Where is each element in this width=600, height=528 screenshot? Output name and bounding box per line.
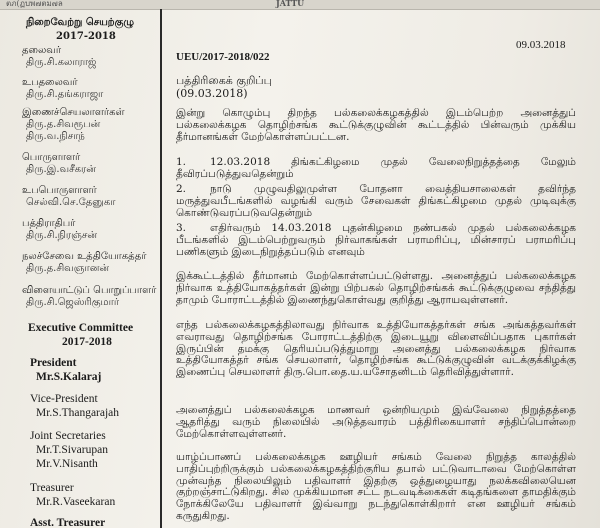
resolution-item-1 [176, 157, 576, 181]
item-text: 12.03.2018 திங்கட்கிழமை முதல் வேலைநிறுத்தத்தை மேலும் தீவிரப்படுத்துவதென்றும் [176, 156, 576, 180]
asst-treasurer-label-tamil: உபபொருளாளர் [22, 185, 97, 196]
union-heading-tamil: நிறைவேற்று செயற்குழு [26, 17, 135, 28]
resolution-item-2 [176, 184, 576, 219]
letter-body [176, 0, 586, 528]
subject-line: பத்திரிகைக் குறிப்பு [176, 74, 272, 87]
column-divider [160, 9, 162, 528]
item-number: 3. [176, 222, 187, 234]
reference-number: UEU/2017-2018/022 [176, 51, 270, 63]
welfare-name-tamil: திரு.த.சிவஞானன் [26, 263, 110, 274]
executive-committee-year: 2017-2018 [62, 336, 112, 348]
js-name1-tamil: திரு.த.சிவரூபன் [26, 119, 101, 130]
committee-sidebar [0, 9, 160, 528]
js-label-tamil: இணைச்செயலாளர்கள் [22, 107, 125, 118]
paragraph-3: எந்த பல்கலைக்கழகத்திலாவது நிர்வாக உத்தியோகத்தர்கள் சங்க அங்கத்தவர்கள் எவராவது தொழிற்சங்க போராட்டத்திற்கு இடையூறு விளைவிப்பதாக புகார்கள் இருப்பின் தமக்கு தெரியப்படுத்துமாறு அனைத்து பல்கலைக்கழக நிர்வாக உத்தியோகத்தர் சங்க செயலாளர், தொழிற்சங்க கூட்டுக்குழுவின் வடக்குக்கிழக்கு இணைப்பு செயலாளர் திரு.பொ.தை.ய.யசோதனிடம் தெரிவித்துள்ளார். [176, 319, 576, 379]
letterhead-left-text: ตภ(ฏบพ๗ตม๗ล [6, 0, 63, 8]
subject-date: (09.03.2018) [176, 87, 248, 100]
item-text: நாடு முழுவதிலுமுள்ள போதனா வைத்தியசாலைகள் தவிர்ந்த மருத்துவபீடங்களில் வழங்கி வரும் சேவைகள் திங்கட்கிழமை முதல் முடிவுக்கு கொண்டுவரப்படுவதென்றும் [176, 183, 576, 219]
vice-president-name: Mr.S.Thangarajah [36, 407, 120, 419]
vice-president-label: Vice-President [30, 393, 98, 405]
letterhead-right-text: JATTU [276, 0, 305, 8]
vp-label-tamil: உபதலைவர் [22, 77, 78, 88]
editor-name-tamil: திரு.சி.நிரஞ்சன் [26, 230, 98, 241]
asst-treasurer-label: Asst. Treasurer [30, 517, 106, 528]
welfare-label-tamil: நலச்சேவை உத்தியோகத்தர் [22, 251, 147, 262]
treasurer-label-tamil: பொருளாளர் [22, 152, 81, 163]
union-year-tamil: 2017-2018 [56, 31, 116, 42]
president-label: President [30, 357, 77, 369]
item-number: 2. [176, 183, 187, 195]
item-number: 1. [176, 156, 187, 168]
letter-date: 09.03.2018 [516, 39, 566, 51]
joint-secretary-name-2: Mr.V.Nisanth [36, 458, 98, 470]
treasurer-name: Mr.R.Vaseekaran [36, 496, 116, 508]
paragraph-4: அனைத்துப் பல்கலைக்கழக மாணவர் ஒன்றியமும் இவ்வேலை நிறுத்தத்தை ஆதரித்து வரும் நிலையில் அடுத்தவாரம் பத்திரிகையாளர் சந்திப்பொன்றை மேற்கொள்ளவுள்ளனர். [176, 404, 576, 440]
resolution-item-3 [176, 223, 576, 258]
president-name-tamil: திரு.சி.கலாராஜ் [26, 57, 97, 68]
item-text: எதிர்வரும் 14.03.2018 புதன்கிழமை நண்பகல் முதல் பல்கலைக்கழக பீடங்களில் இடம்பெற்றுவரும் நிர்வாகங்கள் பராமரிப்பு, மின்சாரப் பராமரிப்பு பணிகளும் இடைநிறுத்தப்படும் எனவும் [176, 222, 576, 258]
joint-secretaries-label: Joint Secretaries [30, 430, 106, 442]
asst-treasurer-name-tamil: செல்வி.செ.தேனுகா [26, 197, 116, 208]
joint-secretary-name-1: Mr.T.Sivarupan [36, 444, 108, 456]
president-label-tamil: தலைவர் [22, 45, 62, 56]
sports-label-tamil: விளையாட்டுப் பொறுப்பாளர் [22, 285, 157, 296]
paragraph-5: யாழ்ப்பாணப் பல்கலைக்கழக ஊழியர் சங்கம் வேலை நிறுத்த காலத்தில் பாதிப்புற்றிருக்கும் பல்கலைக்கழகத்திற்குரிய தபால் பட்டுவாடாவை மேற்கொள்ள முன்வந்த நிலையிலும் பதிவாளர் இதற்கு ஒத்துழையாது நலக்கவிலையென குற்றஞ்சாட்டுகிறது. சில முக்கியமான சட்ட நடவடிக்கைகள் கடிதங்களை தாமதிக்கும் நோக்கிலேயே பதிவாளர் இவ்வாறு நடந்துகொள்கிறார் என ஊழியர் சங்கம் கருதுகிறது. [176, 451, 576, 522]
editor-label-tamil: பத்திராதிபர் [22, 218, 76, 229]
intro-paragraph: இன்று கொழும்பு திறந்த பல்கலைக்கழகத்தில் இடம்பெற்ற அனைத்துப் பல்கலைக்கழக தொழிற்சங்க கூட்டுக்குழுவின் கூட்டத்தில் பின்வரும் முக்கிய தீர்மானங்கள் மேற்கொள்ளப்பட்டன. [176, 107, 576, 143]
treasurer-name-tamil: திரு.இ.வசீகரன் [26, 164, 96, 175]
vp-name-tamil: திரு.சி.தங்கராஜா [26, 89, 104, 100]
paragraph-2: இக்கூட்டத்தில் தீர்மானம் மேற்கொள்ளப்பட்டுள்ளது. அனைத்துப் பல்கலைக்கழக நிர்வாக உத்தியோகத்தர்கள் இன்று பிற்பகல் தொழிற்சங்கக் கூட்டுக்குழுவை சந்தித்து தாமும் போராட்டத்தில் இணைந்துகொள்வது குறித்து ஆராயவுள்ளனர். [176, 270, 576, 306]
president-name: Mr.S.Kalaraj [36, 371, 102, 383]
sports-name-tamil: திரு.சி.ஜெஸ்ரிகுமார் [26, 297, 120, 308]
js-name2-tamil: திரு.வ.நிசாந் [26, 131, 85, 142]
executive-committee-title: Executive Committee [28, 322, 134, 334]
treasurer-label: Treasurer [30, 482, 74, 494]
